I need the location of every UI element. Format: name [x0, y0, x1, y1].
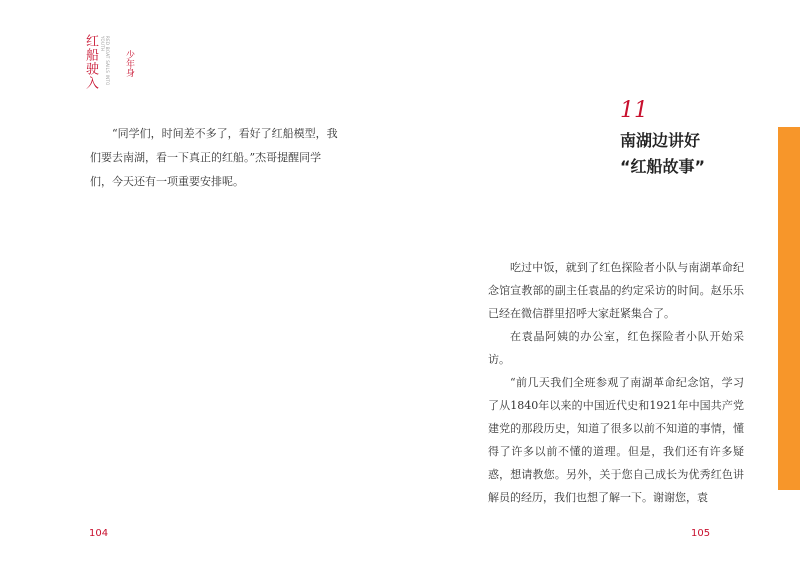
- chapter-side-tab: [778, 127, 800, 490]
- logo-accent-text: 少年身: [124, 50, 134, 77]
- paragraph: “同学们，时间差不多了，看好了红船模型，我们要去南湖，看一下真正的红船。”杰哥提醒同学们，今天还有一项重要安排呢。: [90, 127, 338, 188]
- chapter-title-line: 南湖边讲好: [620, 131, 701, 150]
- chapter-title: [620, 128, 740, 180]
- page-number-right: 105: [691, 528, 711, 539]
- paragraph: 吃过中饭，就到了红色探险者小队与南湖革命纪念馆宣教部的副主任袁晶的约定采访的时间。赵乐乐已经在微信群里招呼大家赶紧集合了。: [488, 261, 744, 320]
- chapter-number: 11: [620, 98, 648, 123]
- paragraph: 在袁晶阿姨的办公室，红色探险者小队开始采访。: [488, 330, 744, 366]
- logo-main-text: 红船驶入: [83, 34, 98, 90]
- left-page-body: [90, 122, 338, 194]
- logo-sub-text: RED BOAT SAILS INTO YOUTH: [100, 36, 110, 86]
- series-logo: [84, 34, 144, 94]
- chapter-title-line: “红船故事”: [620, 157, 706, 176]
- paragraph: “前几天我们全班参观了南湖革命纪念馆，学习了从1840年以来的中国近代史和1921年中国共产党建党的那段历史，知道了很多以前不知道的事情，懂得了许多以前不懂的道理。但是，我们还有许多疑惑，想请教您。另外，关于您自己成长为优秀红色讲解员的经历，我们也想了解一下。谢谢您，袁: [488, 376, 744, 504]
- right-page-body: [488, 256, 744, 509]
- page-number-left: 104: [89, 528, 109, 539]
